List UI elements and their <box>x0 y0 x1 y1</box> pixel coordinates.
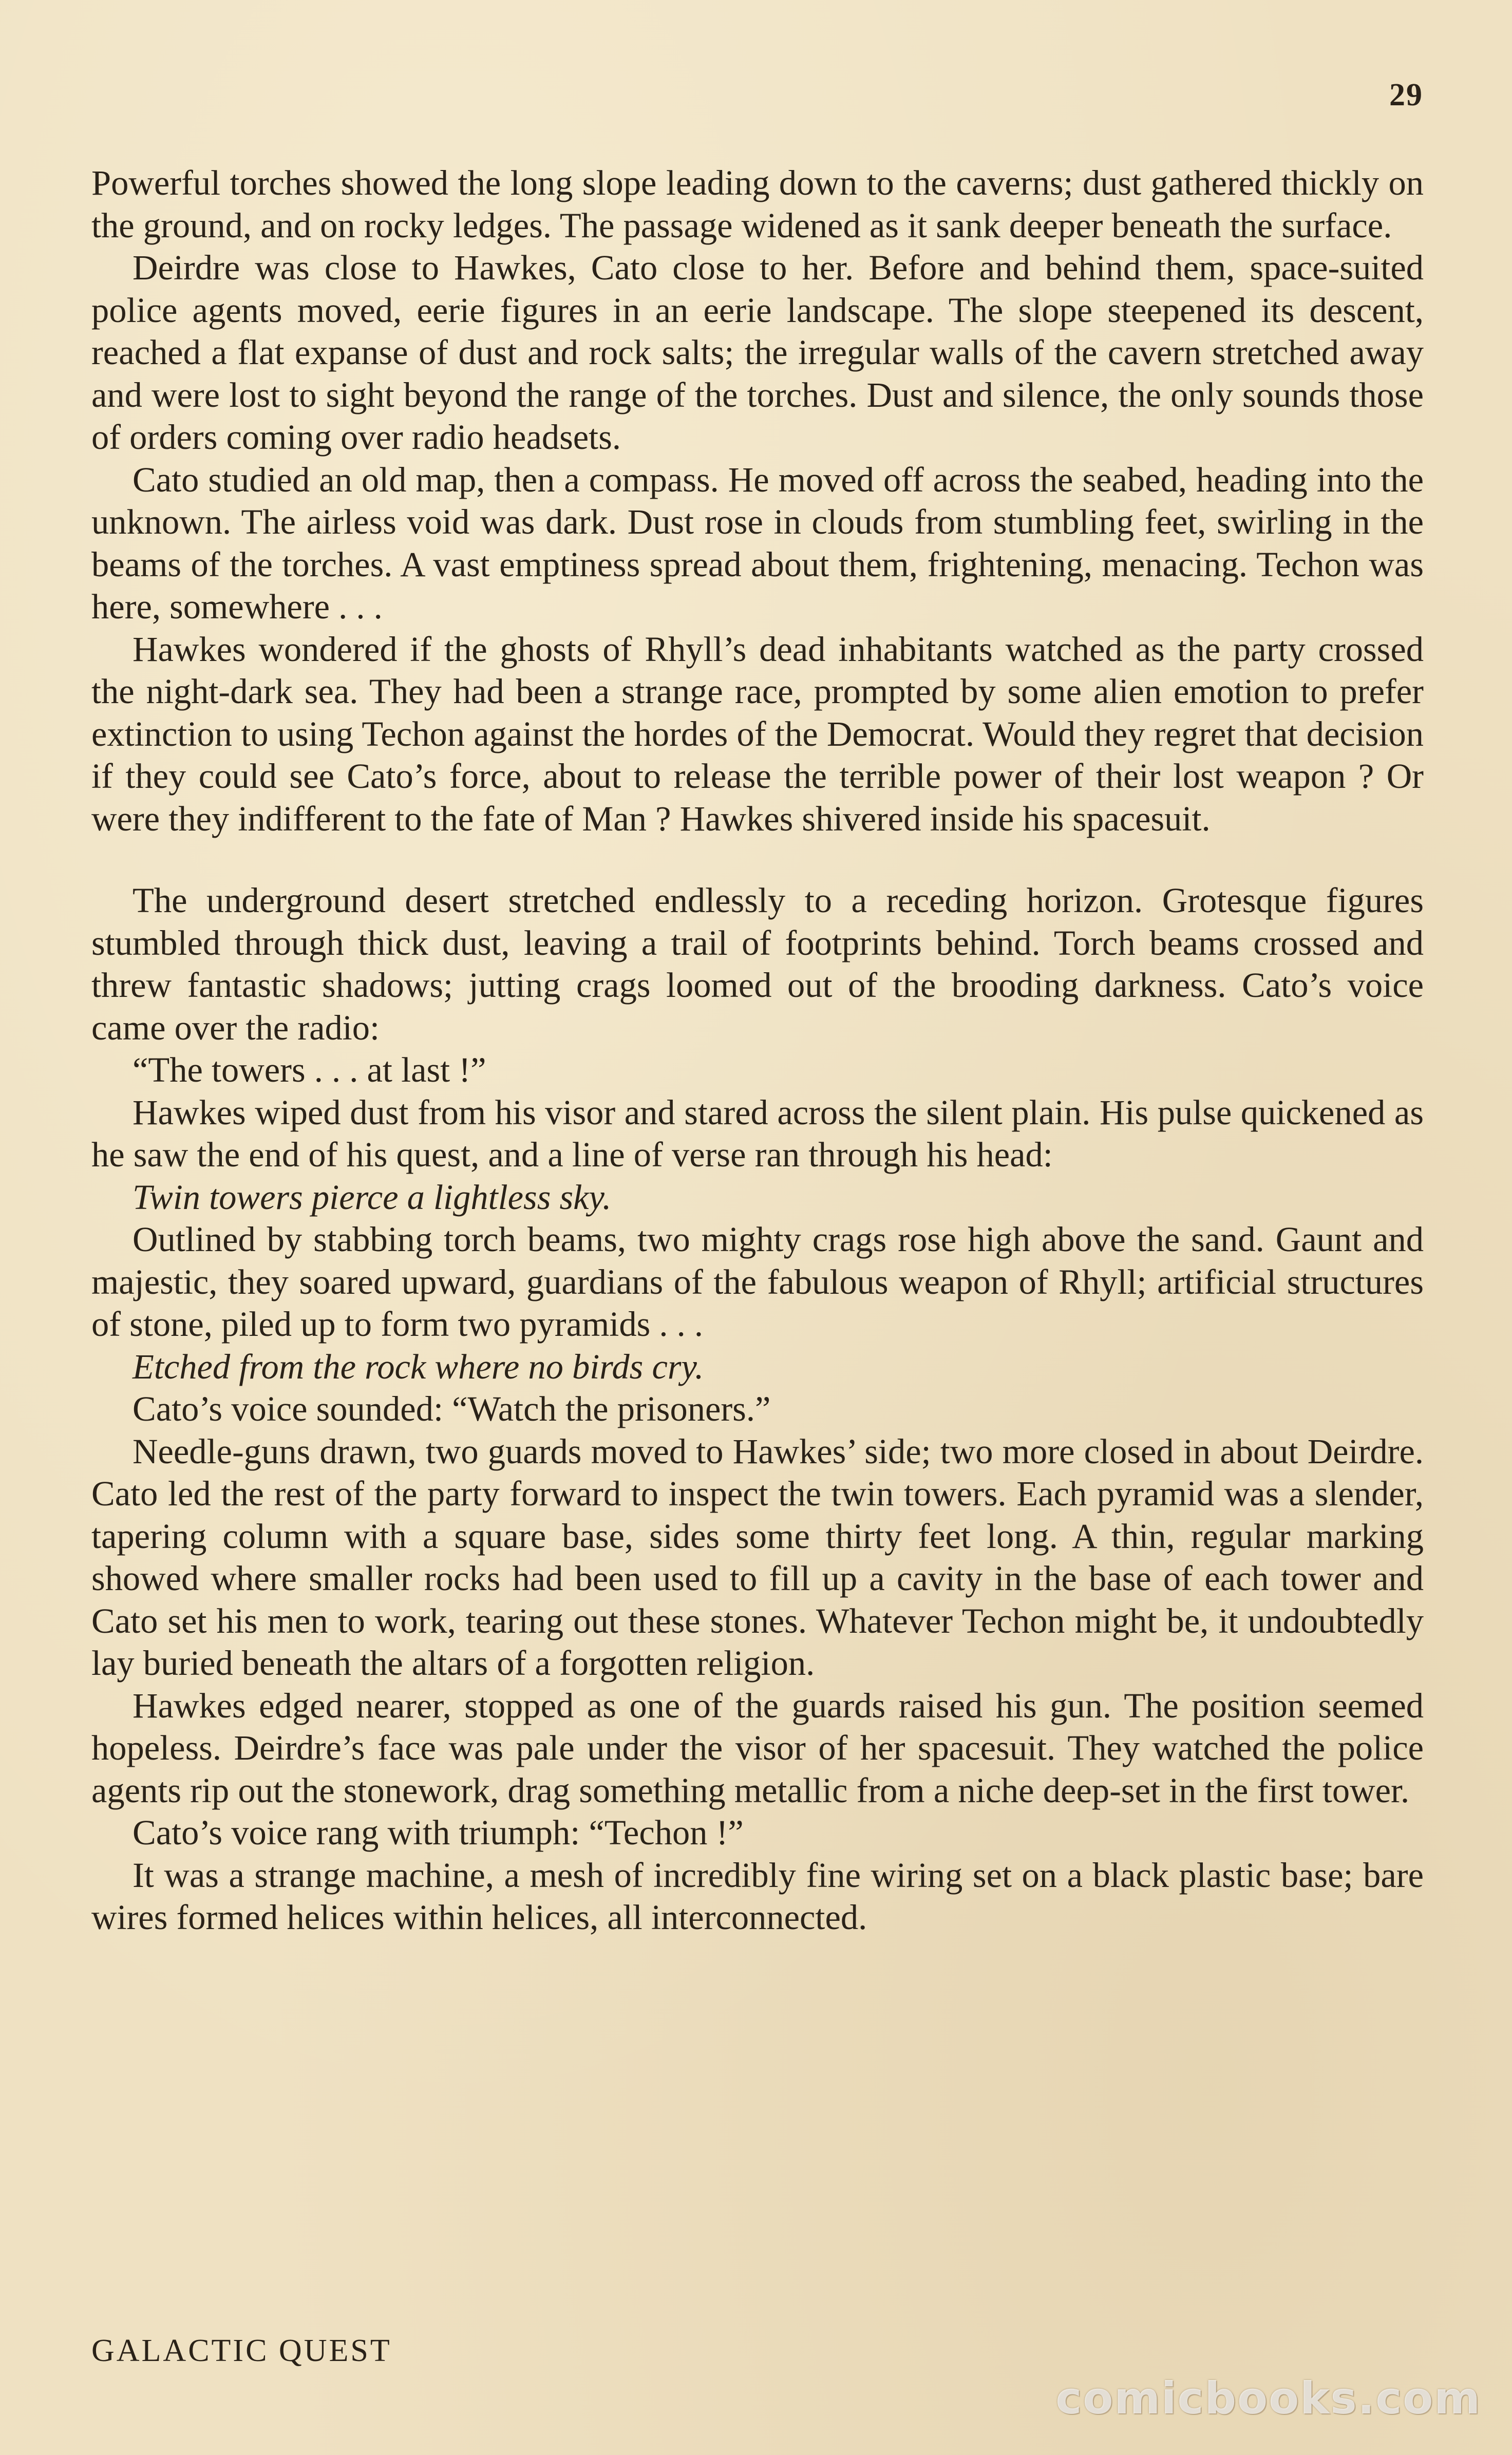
paragraph: Hawkes wondered if the ghosts of Rhyll’s dead inhabitants watched as the party crossed the night-dark sea. They had been a strange race, prompted by some alien emotion to prefer extinction to using Techon against the hordes of the Democrat. Would they regret that decision if they could see Cato’s force, about to release the terrible power of their lost weapon ? Or were they indifferent to the fate of Man ? Hawkes shivered inside his spacesuit. <box>91 629 1424 838</box>
paragraph: Powerful torches showed the long slope leading down to the caverns; dust gathered thickly on the ground, and on rocky ledges. The passage widened as it sank deeper beneath the surface. <box>91 163 1424 245</box>
paragraph: Hawkes edged nearer, stopped as one of the guards raised his gun. The position seemed hopeless. Deirdre’s face was pale under the visor of her spacesuit. They watched the police agents rip out the stonework, drag something metallic from a niche deep-set in the first tower. <box>91 1686 1424 1810</box>
paragraph: It was a strange machine, a mesh of incredibly fine wiring set on a black plastic base; bare wires formed helices within helices, all interconnected. <box>91 1855 1424 1937</box>
site-watermark: comicbooks.com <box>1055 2373 1481 2424</box>
verse-line: Twin towers pierce a lightless sky. <box>133 1177 612 1217</box>
dialogue-line: Cato’s voice sounded: “Watch the prisoners.” <box>133 1389 771 1428</box>
dialogue-line: “The towers . . . at last !” <box>133 1050 486 1089</box>
verse-line: Etched from the rock where no birds cry. <box>133 1347 704 1386</box>
paragraph: Deirdre was close to Hawkes, Cato close to her. Before and behind them, space-suited police agents moved, eerie figures in an eerie landscape. The slope steepened its descent, reached a flat expanse of dust and rock salts; the irregular walls of the cavern stretched away and were lost to sight beyond the range of the torches. Dust and silence, the only sounds those of orders coming over radio headsets. <box>91 248 1424 457</box>
body-text <box>91 162 1424 1939</box>
scene-break <box>91 840 1424 879</box>
paragraph: Hawkes wiped dust from his visor and stared across the silent plain. His pulse quickened as he saw the end of his quest, and a line of verse ran through his head: <box>91 1092 1424 1174</box>
running-footer-title: GALACTIC QUEST <box>91 2333 392 2368</box>
paragraph: The underground desert stretched endlessly to a receding horizon. Grotesque figures stumbled through thick dust, leaving a trail of footprints behind. Torch beams crossed and threw fantastic shadows; jutting crags loomed out of the brooding darkness. Cato’s voice came over the radio: <box>91 881 1424 1047</box>
dialogue-line: Cato’s voice rang with triumph: “Techon !” <box>133 1813 744 1852</box>
paragraph: Cato studied an old map, then a compass. He moved off across the seabed, heading into the unknown. The airless void was dark. Dust rose in clouds from stumbling feet, swirling in the beams of the torches. A vast emptiness spread about them, frightening, menacing. Techon was here, somewhere . . . <box>91 460 1424 626</box>
paragraph: Needle-guns drawn, two guards moved to Hawkes’ side; two more closed in about Deirdre. Cato led the rest of the party forward to inspect the twin towers. Each pyramid was a slender, tapering column with a square base, sides some thirty feet long. A thin, regular marking showed where smaller rocks had been used to fill up a cavity in the base of each tower and Cato set his men to work, tearing out these stones. Whatever Techon might be, it undoubtedly lay buried beneath the altars of a forgotten religion. <box>91 1431 1424 1683</box>
page-number: 29 <box>1389 78 1423 112</box>
paragraph: Outlined by stabbing torch beams, two mighty crags rose high above the sand. Gaunt and majestic, they soared upward, guardians of the fabulous weapon of Rhyll; artificial structures of stone, piled up to form two pyramids . . . <box>91 1220 1424 1344</box>
